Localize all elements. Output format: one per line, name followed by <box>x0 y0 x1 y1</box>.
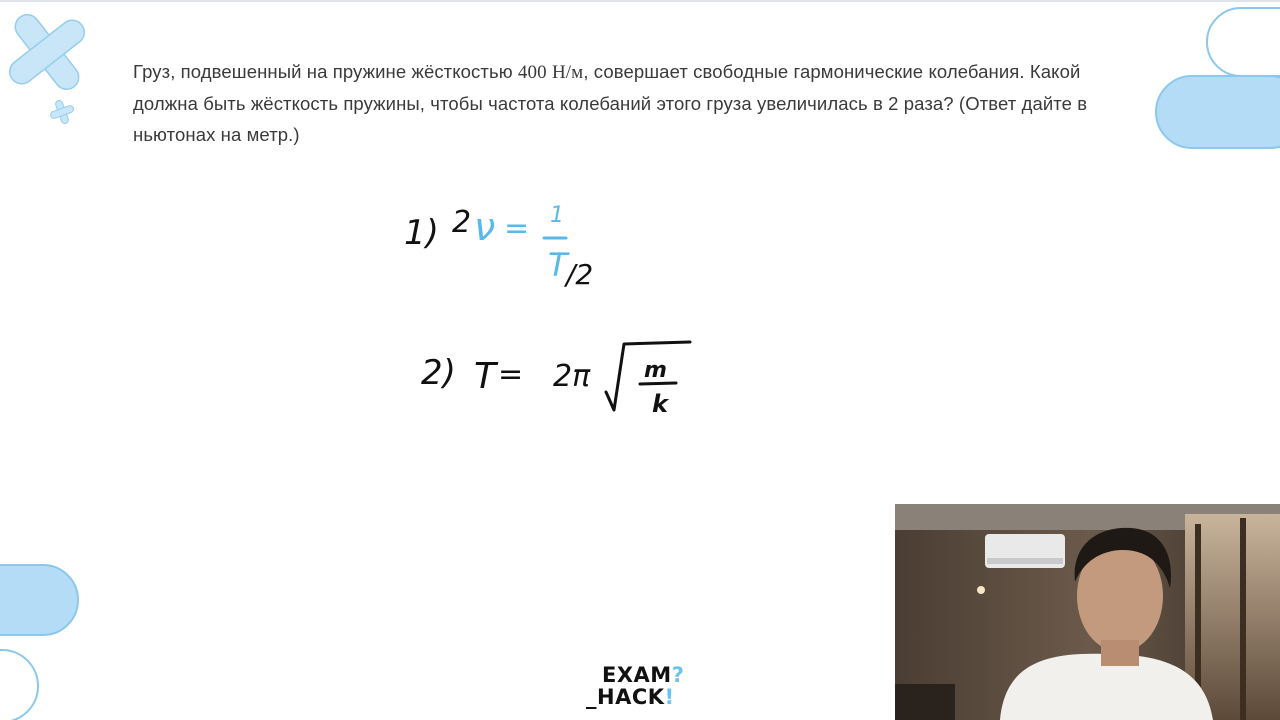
step2-label: 2) <box>421 353 456 393</box>
problem-text-after: , совершает свободные гармонические колебания. Какой должна быть жёсткость пружины, чтобы частота колебаний этого груза увеличилась в 2 раза? (Ответ дайте в ньютонах на метр.) <box>133 61 1088 145</box>
step2-fraction-bar <box>640 383 676 384</box>
step2-numerator: m <box>644 358 667 383</box>
step1-denominator-symbol: T <box>548 246 568 284</box>
step1-denominator-suffix: /2 <box>566 258 594 291</box>
logo-question-mark: ? <box>671 663 685 687</box>
examhack-logo <box>586 662 698 710</box>
problem-text-before: Груз, подвешенный на пружине жёсткостью <box>133 61 518 82</box>
step2-denominator: k <box>652 390 668 418</box>
logo-word-hack: HACK <box>597 685 665 709</box>
step1-equals: = <box>504 211 530 246</box>
stiffness-unit: Н/м <box>551 62 584 83</box>
step1-label: 1) <box>404 213 439 253</box>
logo-underscore: _ <box>586 685 597 709</box>
logo-exclamation-mark: ! <box>664 685 675 709</box>
webcam-video-feed <box>895 504 1280 720</box>
logo-word-exam: EXAM <box>602 663 672 687</box>
step2-equals: = <box>498 357 524 392</box>
logo-line-1 <box>602 664 684 686</box>
step2-lhs: T <box>474 356 496 397</box>
step1-coefficient: 2 <box>452 205 472 240</box>
step2-coefficient: 2π <box>553 359 591 394</box>
webcam-image <box>895 504 1280 720</box>
step1-frequency-symbol: ν <box>474 205 496 249</box>
logo-line-2 <box>586 686 675 708</box>
stiffness-value: 400 <box>517 62 547 83</box>
step1-numerator: 1 <box>550 203 564 228</box>
